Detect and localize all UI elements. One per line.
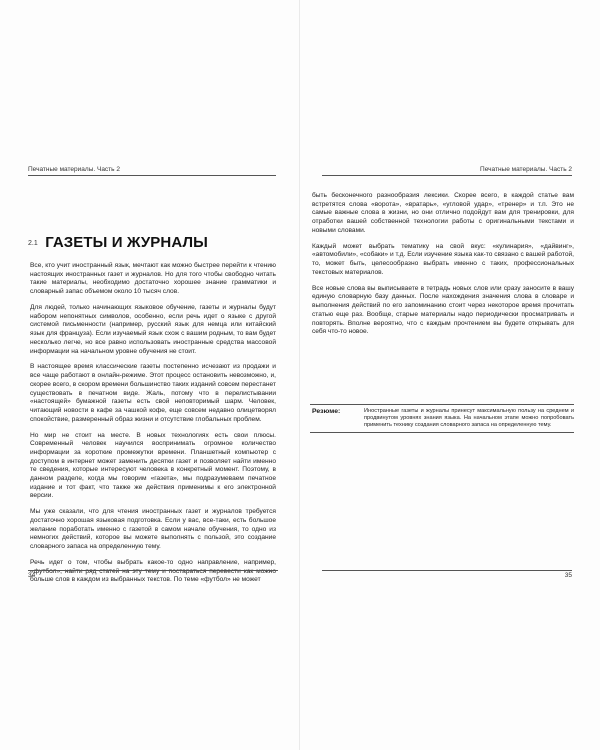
summary-label: Резюме: — [312, 408, 341, 415]
running-head: Печатные материалы. Часть 2 — [28, 166, 276, 176]
paragraph: Каждый может выбрать тематику на свой вкус: «кулинария», «дайвинг», «автомобили», «собаки» и т.д. Если изучение языка как-то связано с вашей работой, то, может быть, целесообразно выбрать именно с таких, профессиональных текстовых материалов. — [312, 242, 574, 276]
paragraph: В настоящее время классические газеты постепенно исчезают из продажи и все чаще работают в онлайн-режиме. Этот процесс остановить невозможно, и, скорее всего, в скором времени большинство таких изданий совсем перестанет существовать в печатном виде. Жаль, потому что в перелистывании «настоящей» бумажной газеты есть свой неповторимый шарм. Человек, читающий новости в кафе за чашкой кофе, еще совсем недавно олицетворял спокойствие, размеренный образ жизни и отсутствие глобальных проблем. — [30, 363, 276, 423]
paragraph: Все, кто учит иностранный язык, мечтают как можно быстрее перейти к чтению настоящих иностранных газет и журналов. Но для того чтобы свободно читать такие материалы, необходимо достаточно хорошее знание грамматики и словарный запас объемом около 10 тысяч слов. — [30, 262, 276, 296]
running-head: Печатные материалы. Часть 2 — [322, 166, 572, 176]
body-text — [30, 262, 276, 592]
paragraph: Но мир не стоит на месте. В новых технологиях есть свои плюсы. Современный человек научился воспринимать огромное количество информации за короткие промежутки времени. Планшетный компьютер с доступом в интернет может заменить десятки газет и позволяет найти именно те сведения, которые интересуют человека в конкретный момент. Поэтому, в данном разделе, когда мы говорим «газета», мы подразумеваем печатное издание и тот факт, что также же действия применимы к его электронной версии. — [30, 431, 276, 500]
page-number: 34 — [28, 570, 278, 579]
chapter-title: ГАЗЕТЫ И ЖУРНАЛЫ — [45, 234, 208, 251]
paragraph: Все новые слова вы выписываете в тетрадь новых слов или сразу заносите в вашу единую словарную базу данных. После нахождения значения слова в словаре и выполнения действий по его запоминанию стоит через некоторое время прочитать статью еще раз. Вообще, старые материалы надо периодически просматривать и повторять. Вполне вероятно, что с каждым прочтением вы будете открывать для себя что-то новое. — [312, 284, 574, 336]
paragraph: Для людей, только начинающих языковое обучение, газеты и журналы будут набором непонятных символов, особенно, если речь идет о языке с другой системой письменности (например, русский язык для немца или китайский язык для француза). Если изучаемый язык схож с вашим родным, то вам будет несколько легче, но все равно использовать иностранные средства массовой информации на начальном уровне обучения не стоит. — [30, 304, 276, 355]
body-text — [312, 192, 574, 344]
summary-text: Иностранные газеты и журналы принесут максимальную пользу на среднем и продвинутом уровнях знания языка. На начальном этапе можно попробовать применить технику создания словарного запаса на определенную тему. — [364, 408, 574, 428]
paragraph: Речь идет о том, чтобы выбрать какое-то одно направление, например, «футбол», найти ряд статей на эту тему и постараться перевести как можно больше слов в каждом из выбранных текстов. По теме «футбол» не может — [30, 559, 276, 584]
right-page — [300, 0, 600, 750]
chapter-number: 2.1 — [28, 240, 38, 247]
chapter-heading — [28, 234, 278, 252]
summary-box — [310, 404, 574, 433]
page-number: 35 — [322, 570, 572, 579]
paragraph: Мы уже сказали, что для чтения иностранных газет и журналов требуется достаточно хорошая языковая подготовка. Если у вас, все-таки, есть большое желание поработать именно с газетой в самом начале обучения, то одно из немногих действий, которое вы можете выполнять с пользой, это создание словарного запаса на определенную тему. — [30, 508, 276, 551]
paragraph: быть бесконечного разнообразия лексики. Скорее всего, в каждой статье вам встретятся слова «ворота», «вратарь», «угловой удар», «тренер» и т.п. Это не самые важные слова в жизни, но они отлично подойдут вам для тренировки, для отработки вашей собственной технологии работы с оригинальными текстами и новыми словами. — [312, 192, 574, 234]
